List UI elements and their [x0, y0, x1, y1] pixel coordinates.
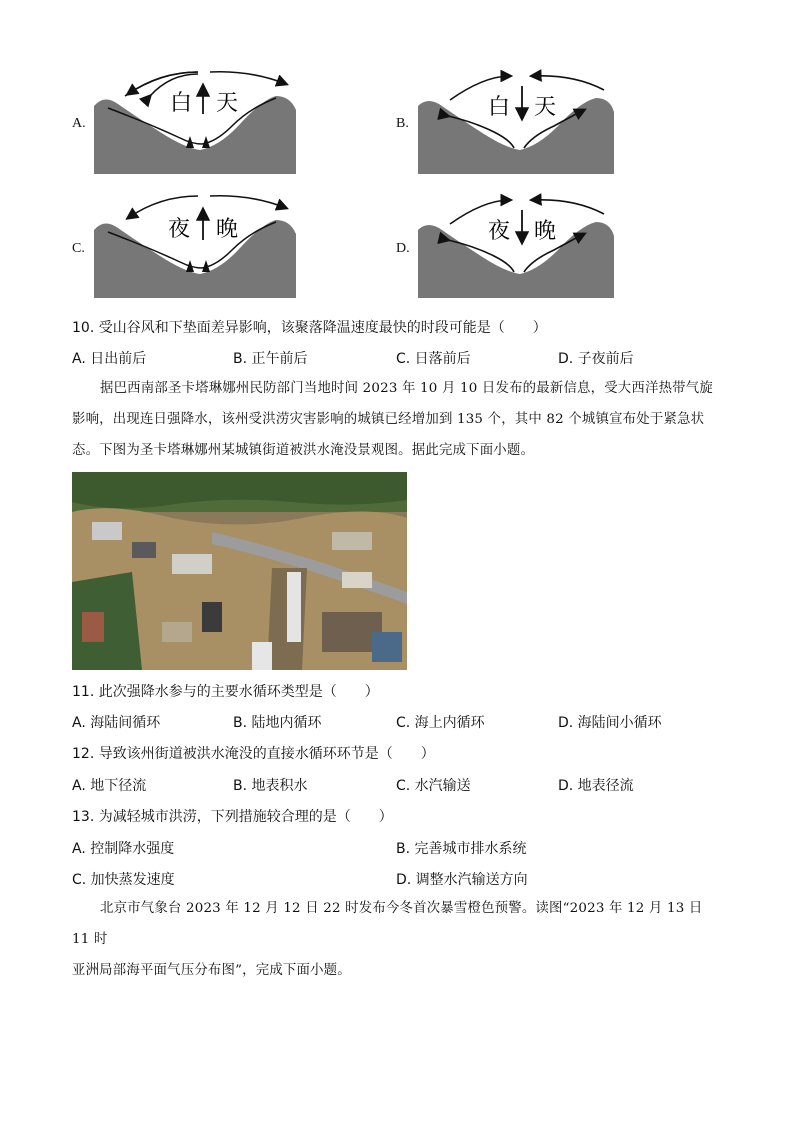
passage-flood-line-3: 态。下图为圣卡塔琳娜州某城镇街道被洪水淹没景观图。据此完成下面小题。	[72, 443, 535, 458]
question-13: 13. 为减轻城市洪涝，下列措施较合理的是（ ）	[72, 809, 393, 825]
q11-option-a[interactable]: A. 海陆间循环	[72, 715, 161, 731]
question-10: 10. 受山谷风和下垫面差异影响，该聚落降温速度最快的时段可能是（ ）	[72, 320, 547, 336]
diagram-char-left: 夜	[488, 219, 511, 244]
option-letter-a: A.	[72, 116, 86, 131]
passage-snowstorm	[72, 893, 722, 986]
diagram-char-left: 夜	[168, 217, 191, 242]
passage-snowstorm-line-2: 亚洲局部海平面气压分布图”，完成下面小题。	[72, 963, 351, 978]
q13-option-d[interactable]: D. 调整水汽输送方向	[396, 872, 528, 888]
q12-option-a[interactable]: A. 地下径流	[72, 778, 147, 794]
q10-option-a[interactable]: A. 日出前后	[72, 351, 147, 367]
passage-flood-line-2: 影响，出现连日强降水，该州受洪涝灾害影响的城镇已经增加到 135 个，其中 82 个城镇宣布处于紧急状	[72, 412, 705, 427]
mountain-shape	[94, 96, 296, 174]
q11-option-d[interactable]: D. 海陆间小循环	[558, 715, 662, 731]
valley-diagram-a	[90, 66, 302, 180]
q10-option-b[interactable]: B. 正午前后	[233, 351, 308, 367]
valley-diagram-d	[414, 190, 618, 304]
question-12: 12. 导致该州街道被洪水淹没的直接水循环环节是（ ）	[72, 746, 435, 762]
q11-option-b[interactable]: B. 陆地内循环	[233, 715, 322, 731]
passage-flood	[72, 373, 722, 466]
valley-diagram-c	[90, 190, 302, 304]
passage-flood-line-1: 据巴西南部圣卡塔琳娜州民防部门当地时间 2023 年 10 月 10 日发布的最新信息，受大西洋热带气旋	[100, 381, 713, 396]
valley-diagram-b	[414, 66, 618, 180]
question-11: 11. 此次强降水参与的主要水循环类型是（ ）	[72, 684, 379, 700]
q13-option-c[interactable]: C. 加快蒸发速度	[72, 872, 175, 888]
diagram-char-right: 晚	[534, 219, 557, 244]
q10-option-d[interactable]: D. 子夜前后	[558, 351, 634, 367]
diagram-char-right: 天	[534, 95, 557, 120]
q12-option-b[interactable]: B. 地表积水	[233, 778, 308, 794]
passage-snowstorm-line-1: 北京市气象台 2023 年 12 月 12 日 22 时发布今冬首次暴雪橙色预警。读图“2023 年 12 月 13 日 11 时	[72, 901, 703, 947]
q10-option-c[interactable]: C. 日落前后	[396, 351, 471, 367]
q12-option-d[interactable]: D. 地表径流	[558, 778, 634, 794]
option-letter-c: C.	[72, 241, 85, 256]
flood-aerial-photo	[72, 472, 407, 670]
q12-option-c[interactable]: C. 水汽输送	[396, 778, 471, 794]
q13-option-a[interactable]: A. 控制降水强度	[72, 841, 175, 857]
option-letter-d: D.	[396, 241, 410, 256]
diagram-char-left: 白	[170, 91, 193, 116]
q13-option-b[interactable]: B. 完善城市排水系统	[396, 841, 527, 857]
diagram-char-left: 白	[488, 95, 511, 120]
q11-option-c[interactable]: C. 海上内循环	[396, 715, 485, 731]
diagram-char-right: 天	[216, 91, 239, 116]
diagram-char-right: 晚	[216, 217, 239, 242]
option-letter-b: B.	[396, 116, 409, 131]
